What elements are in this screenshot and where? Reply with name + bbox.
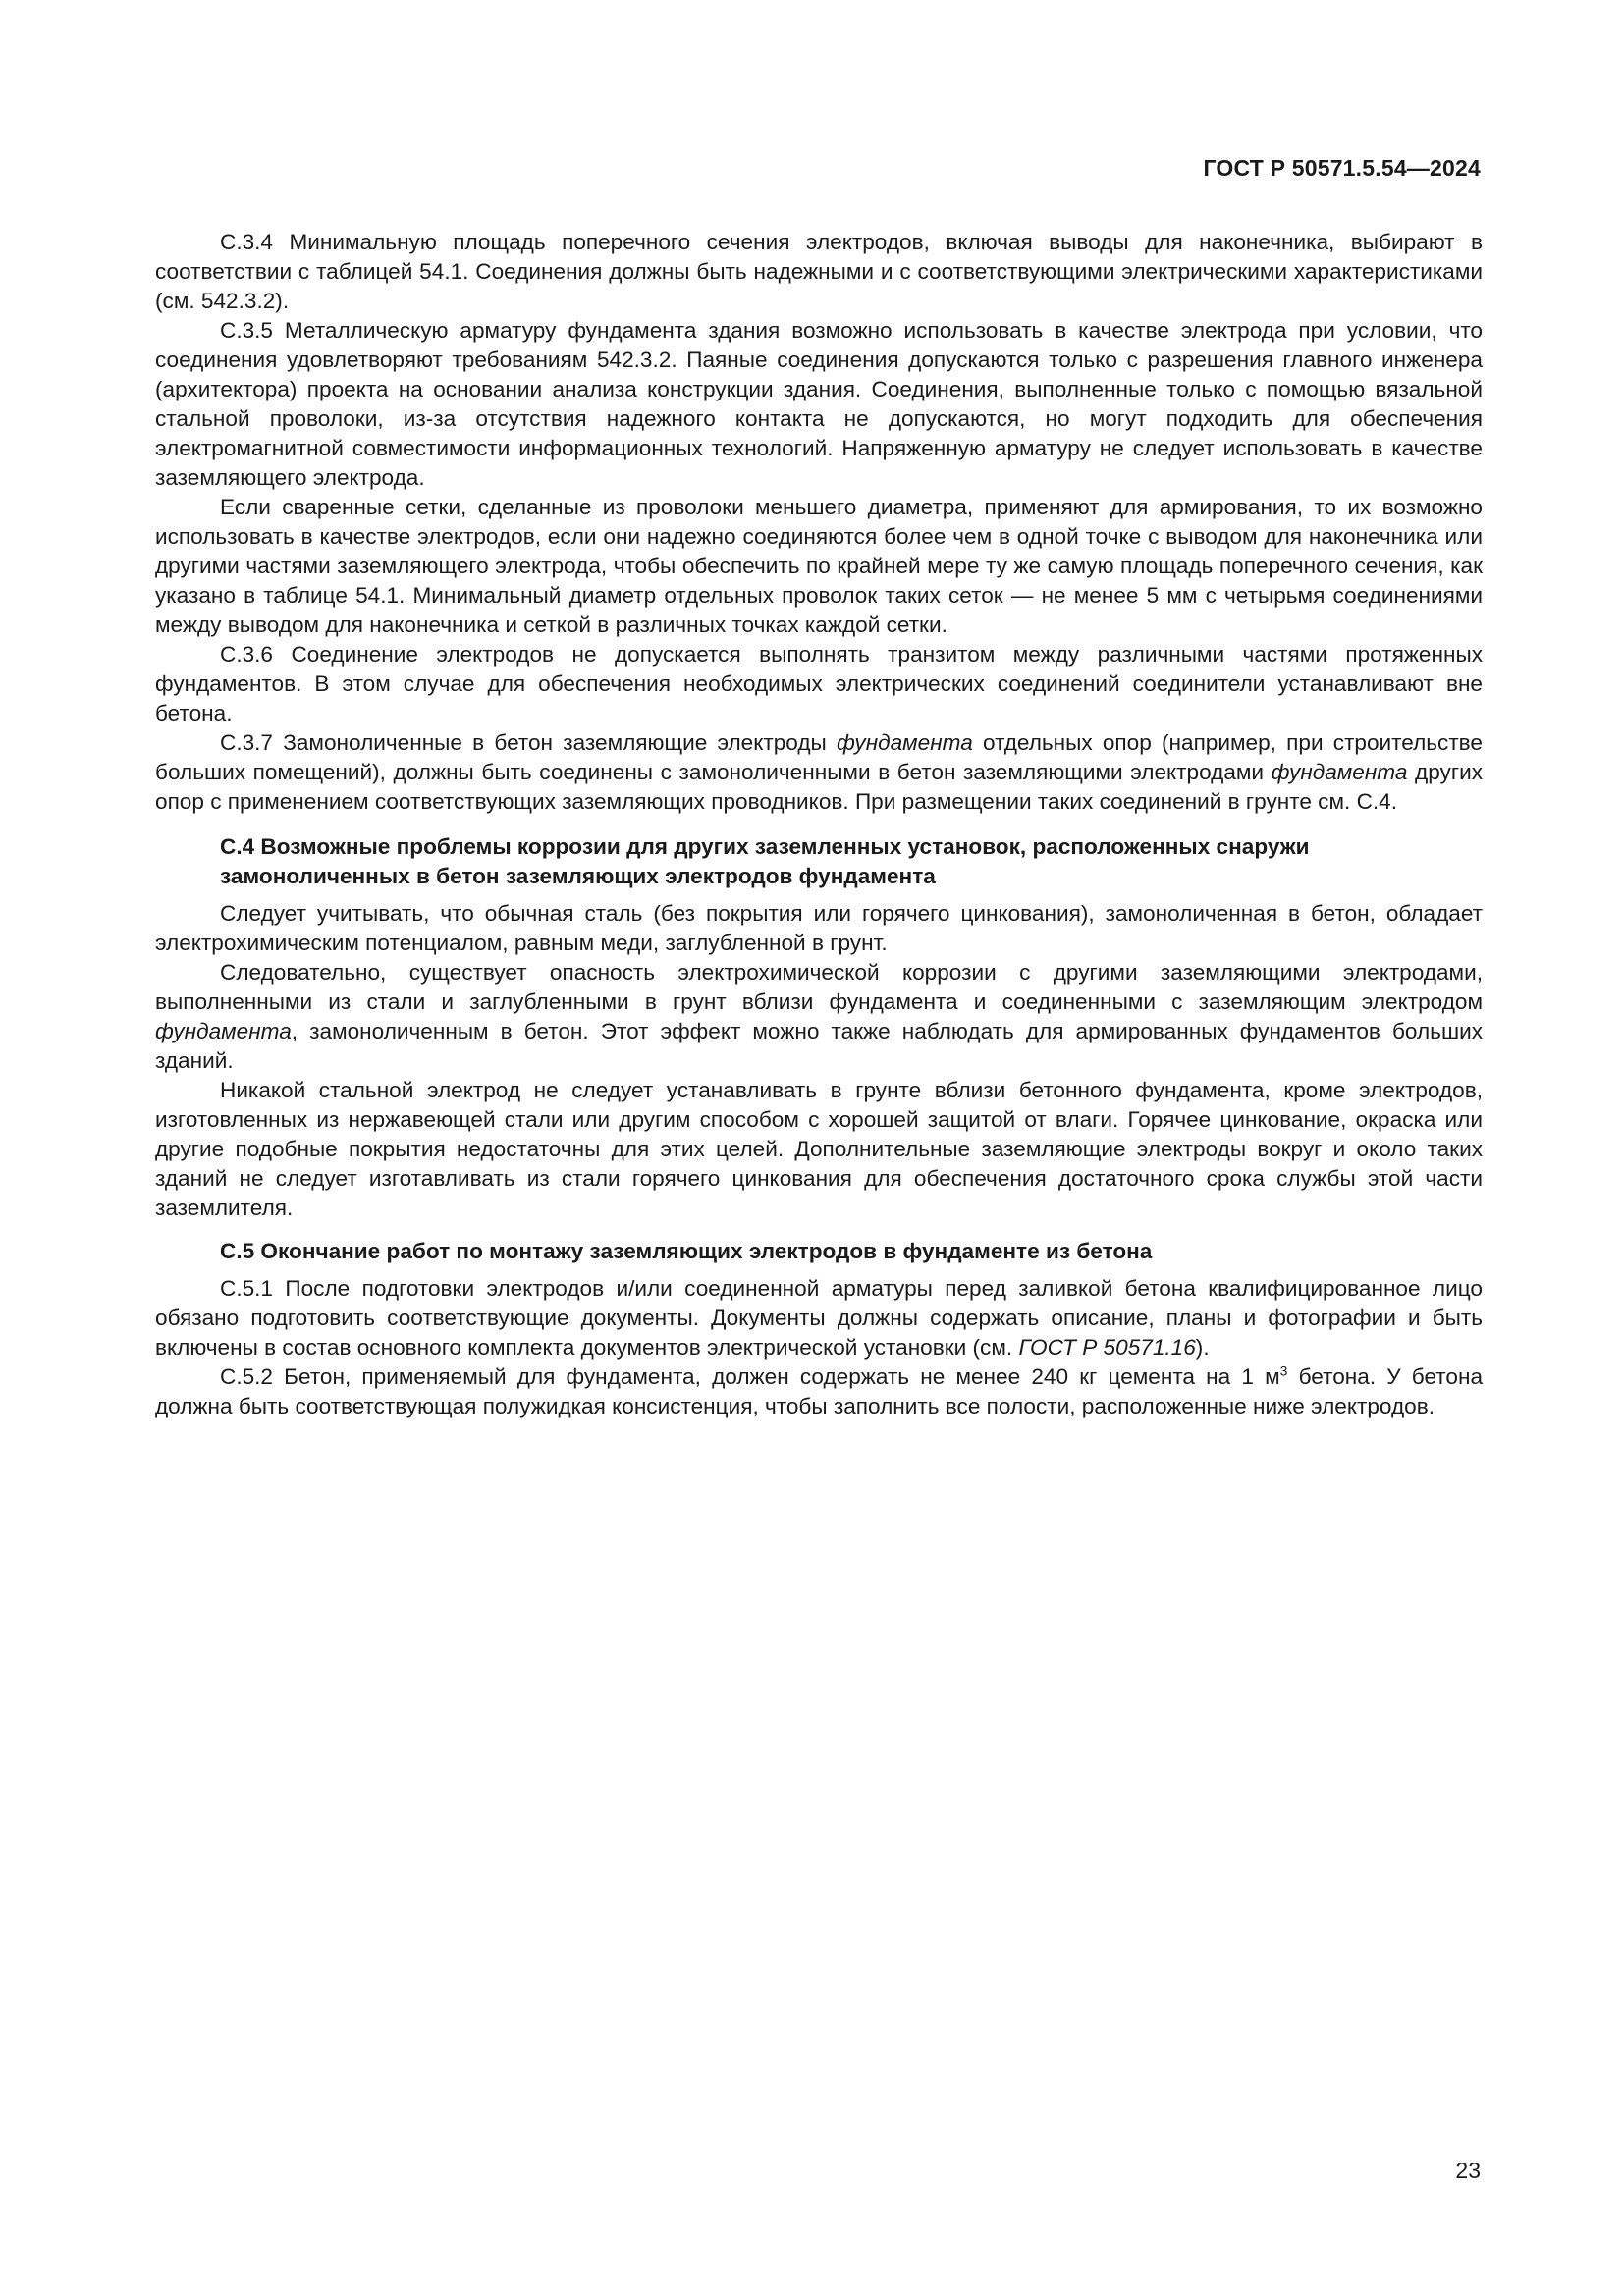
paragraph-c37 bbox=[155, 728, 1483, 817]
paragraph-c4-1: Следует учитывать, что обычная сталь (без покрытия или горячего цинкования), замоноличенная в бетон, обладает электрохимическим потенциалом, равным меди, заглубленной в грунт. bbox=[155, 901, 1483, 955]
text-run: бетона. У бетона должна быть соответствующая полужидкая консистенция, чтобы заполнить все полости, расположенные ниже электродов. bbox=[155, 1364, 1484, 1418]
section-heading-c5: С.5 Окончание работ по монтажу заземляющих электродов в фундаменте из бетона bbox=[220, 1239, 1153, 1263]
italic-term: фундамента bbox=[155, 1019, 292, 1043]
document-header bbox=[1203, 155, 1481, 182]
standard-id: ГОСТ Р 50571.5.54—2024 bbox=[1203, 155, 1481, 181]
document-body bbox=[155, 228, 1483, 1421]
text-run: других опор с применением соответствующих заземляющих проводников. При размещении таких соединений в грунте см. С.4. bbox=[155, 760, 1483, 814]
paragraph-c52 bbox=[155, 1362, 1483, 1421]
paragraph-c34: С.3.4 Минимальную площадь поперечного сечения электродов, включая выводы для наконечника, выбирают в соответствии с таблицей 54.1. Соединения должны быть надежными и с соответствующими электрическими характеристиками (см. 542.3.2). bbox=[155, 230, 1483, 313]
paragraph-welded-mesh: Если сваренные сетки, сделанные из проволоки меньшего диаметра, применяют для армирования, то их возможно использовать в качестве электродов, если они надежно соединяются более чем в одной точке с выводом для наконечника или другими частями заземляющего электрода, чтобы обеспечить по крайней мере ту же самую площадь поперечного сечения, как указано в таблице 54.1. Минимальный диаметр отдельных проволок таких сеток — не менее 5 мм с четырьмя соединениями между выводом для наконечника и сеткой в различных точках каждой сетки. bbox=[155, 495, 1483, 637]
text-run: С.5.2 Бетон, применяемый для фундамента, должен содержать не менее 240 кг цемента на 1 м bbox=[220, 1364, 1280, 1389]
text-run: С.3.7 Замоноличенные в бетон заземляющие электроды bbox=[220, 730, 838, 755]
text-run: , замоноличенным в бетон. Этот эффект можно также наблюдать для армированных фундаментов больших зданий. bbox=[155, 1019, 1483, 1073]
italic-term: фундамента bbox=[1271, 760, 1408, 784]
paragraph-c4-3: Никакой стальной электрод не следует устанавливать в грунте вблизи бетонного фундамента, кроме электродов, изготовленных из нержавеющей стали или другим способом с хорошей защитой от влаги. Горячее цинкование, окраска или другие подобные покрытия недостаточны для этих целей. Дополнительные заземляющие электроды вокруг и около таких зданий не следует изготавливать из стали горячего цинкования для обеспечения достаточного срока службы этой части заземлителя. bbox=[155, 1078, 1483, 1220]
superscript: 3 bbox=[1279, 1362, 1288, 1379]
italic-term: фундамента bbox=[837, 730, 973, 755]
text-run: ). bbox=[1195, 1335, 1210, 1360]
paragraph-c35: С.3.5 Металлическую арматуру фундамента здания возможно использовать в качестве электрода при условии, что соединения удовлетворяют требованиям 542.3.2. Паяные соединения допускаются только с разрешения главного инженера (архитектора) проекта на основании анализа конструкции здания. Соединения, выполненные только с помощью вязальной стальной проволоки, из-за отсутствия надежного контакта не допускаются, но могут подходить для обеспечения электромагнитной совместимости информационных технологий. Напряженную арматуру не следует использовать в качестве заземляющего электрода. bbox=[155, 318, 1483, 490]
paragraph-c36: С.3.6 Соединение электродов не допускается выполнять транзитом между различными частями протяженных фундаментов. В этом случае для обеспечения необходимых электрических соединений соединители устанавливают вне бетона. bbox=[155, 642, 1483, 725]
text-run: отдельных опор (например, при строительстве больших помещений), должны быть соединены с замоноличенными в бетон заземляющими электродами bbox=[155, 730, 1484, 784]
text-run: Следовательно, существует опасность электрохимической коррозии с другими заземляющими электродами, выполненными из стали и заглубленными в грунт вблизи фундамента и соединенными с заземляющим электродом bbox=[155, 960, 1483, 1014]
paragraph-c4-2 bbox=[155, 958, 1483, 1076]
text-run: С.5.1 После подготовки электродов и/или соединенной арматуры перед заливкой бетона квалифицированное лицо обязано подготовить соответствующие документы. Документы должны содержать описание, планы и фотографии и быть включены в состав основного комплекта документов электрической установки (см. bbox=[155, 1276, 1483, 1360]
italic-reference: ГОСТ Р 50571.16 bbox=[1018, 1335, 1196, 1360]
section-heading-c4: С.4 Возможные проблемы коррозии для других заземленных установок, расположенных снаружи замоноличенных в бетон заземляющих электродов фундамента bbox=[220, 834, 1310, 888]
paragraph-c51 bbox=[155, 1274, 1483, 1362]
page-number: 23 bbox=[1455, 2158, 1481, 2183]
